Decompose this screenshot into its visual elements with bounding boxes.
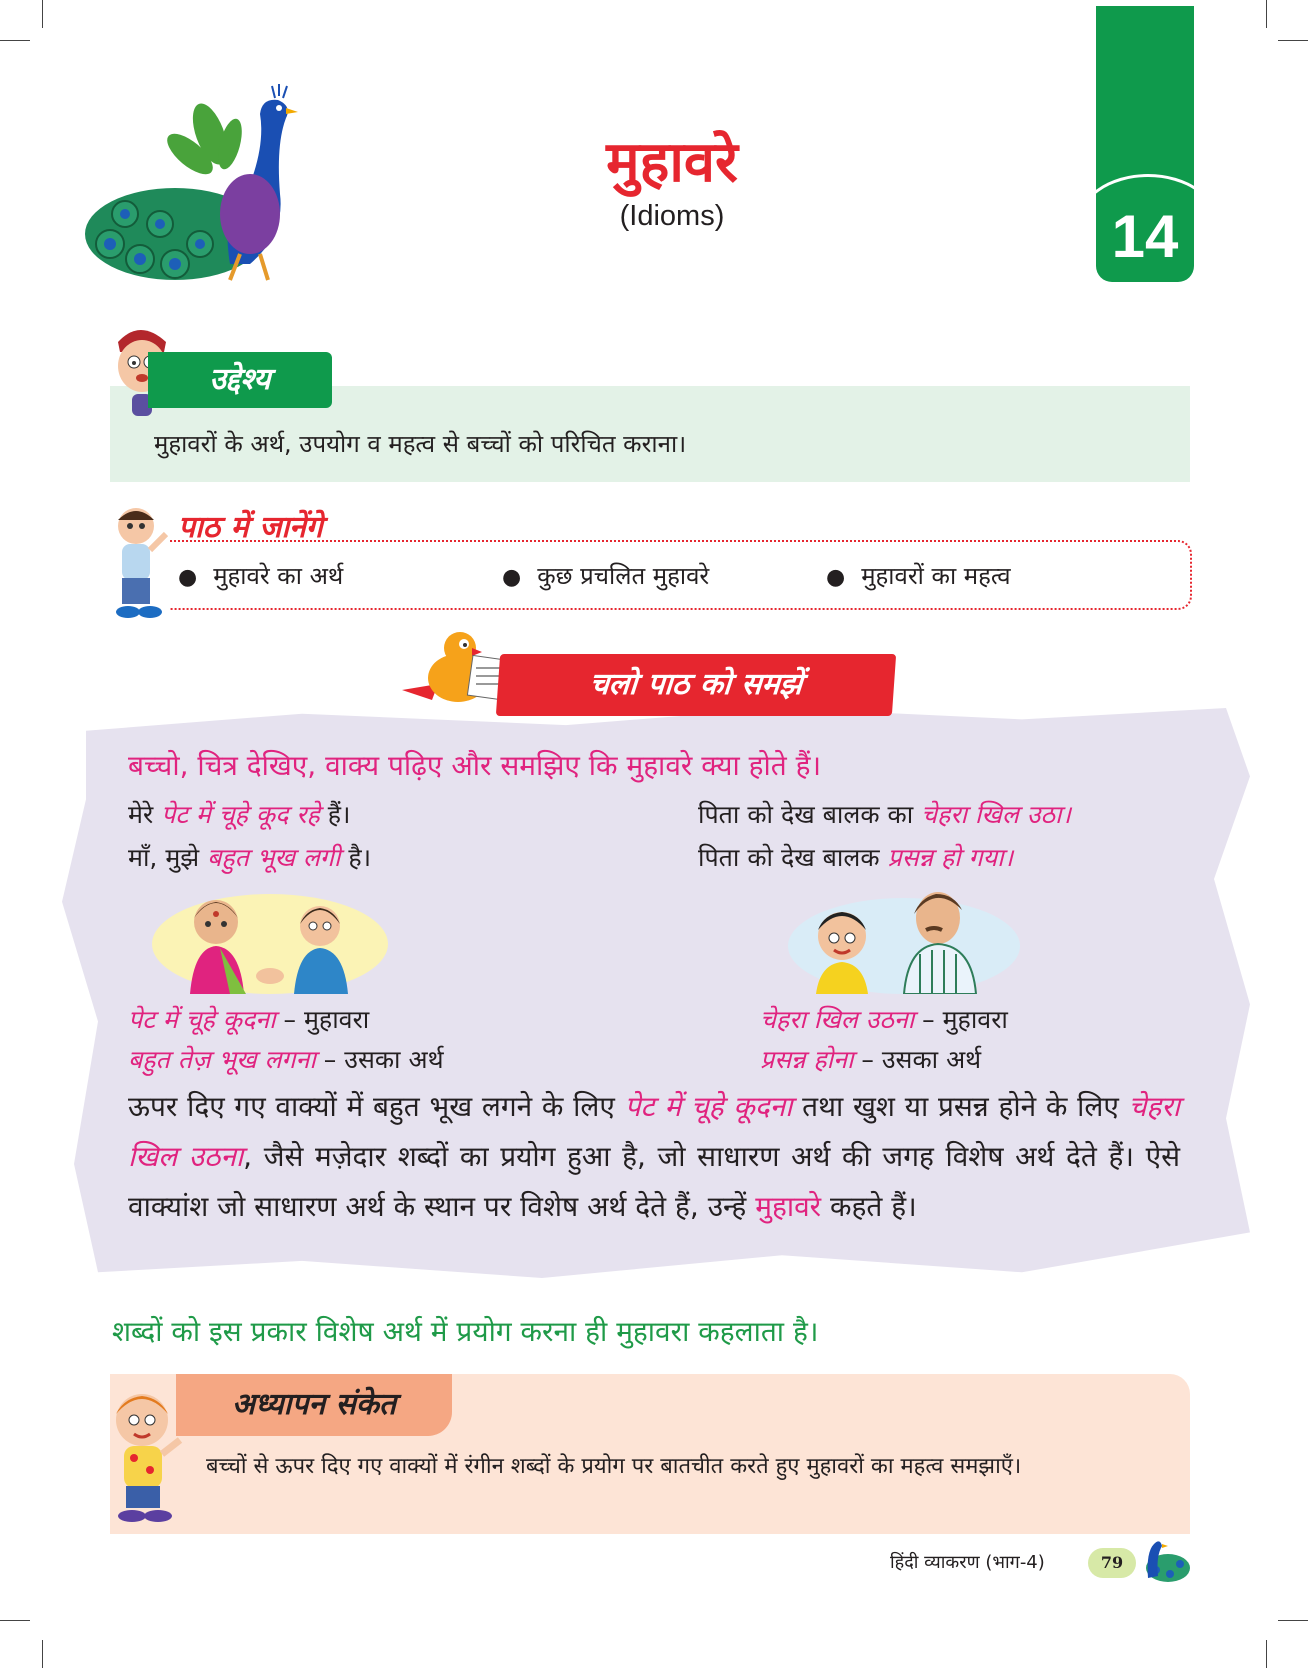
boy-pointing-icon xyxy=(110,504,168,620)
dash-separator: – xyxy=(914,1005,943,1034)
idiom-text: पेट में चूहे कूदना xyxy=(128,1005,276,1034)
teacher-note-heading: अध्यापन संकेत xyxy=(176,1374,452,1436)
crop-mark xyxy=(42,1640,43,1668)
crop-mark xyxy=(0,40,30,41)
learn-item-text: कुछ प्रचलित मुहावरे xyxy=(537,562,710,590)
lesson-banner: चलो पाठ को समझें xyxy=(496,654,896,716)
dash-separator: – xyxy=(853,1045,882,1074)
explanation-paragraph xyxy=(128,1082,1180,1232)
chapter-subtitle: (Idioms) xyxy=(619,200,725,232)
idiom-text: चेहरा खिल उठा। xyxy=(921,800,1071,829)
crop-mark xyxy=(42,0,43,28)
example-right-line1 xyxy=(698,795,1071,835)
caption-label: मुहावरा xyxy=(942,1005,1008,1034)
learn-item-text: मुहावरे का अर्थ xyxy=(213,562,344,590)
plain-text: हैं। xyxy=(327,800,351,829)
plain-text: पिता को देख बालक का xyxy=(698,800,914,829)
mother-son-illustration xyxy=(150,884,390,994)
crop-mark xyxy=(1278,40,1308,41)
idiom-caption-right-1 xyxy=(760,1000,1008,1040)
plain-text: मेरे xyxy=(128,800,154,829)
bullet-icon: ● xyxy=(826,565,846,590)
learn-item xyxy=(502,558,709,596)
bullet-icon: ● xyxy=(178,565,198,590)
peacock-small-icon xyxy=(1138,1532,1192,1586)
chapter-number: 14 xyxy=(1111,203,1179,270)
idiom-text: पेट में चूहे कूदना xyxy=(624,1090,793,1123)
father-son-illustration xyxy=(786,884,1022,994)
learn-item xyxy=(178,558,343,596)
footer-book-title: हिंदी व्याकरण (भाग-4) xyxy=(890,1552,1045,1573)
objective-text: मुहावरों के अर्थ, उपयोग व महत्व से बच्चों को परिचित कराना। xyxy=(154,430,687,458)
idiom-caption-left-1 xyxy=(128,1000,369,1040)
idiom-text: प्रसन्न हो गया। xyxy=(887,843,1014,872)
bullet-icon: ● xyxy=(502,565,522,590)
caption-label: उसका अर्थ xyxy=(881,1045,982,1074)
plain-text: तथा खुश या प्रसन्न होने के लिए xyxy=(802,1090,1119,1123)
idiom-text: प्रसन्न होना xyxy=(760,1045,854,1074)
objective-heading: उद्देश्य xyxy=(148,352,332,408)
caption-label: मुहावरा xyxy=(303,1005,370,1034)
dash-separator: – xyxy=(315,1045,345,1074)
plain-text: कहते हैं। xyxy=(830,1190,917,1223)
peacock-illustration xyxy=(80,84,320,284)
chapter-tab xyxy=(1096,6,1194,282)
crop-mark xyxy=(1266,1640,1267,1668)
plain-text: , जैसे मज़ेदार शब्दों का प्रयोग हुआ है, जो साधारण अर्थ की जगह विशेष अर्थ देते हैं। ऐसे वाक्यांश जो साधारण अर्थ के स्थान पर विशेष अर्थ देते हैं, उन्हें xyxy=(128,1140,1180,1223)
plain-text: पिता को देख बालक xyxy=(698,843,880,872)
chapter-title: मुहावरे xyxy=(606,130,738,195)
crop-mark xyxy=(0,1620,30,1621)
idiom-caption-right-2 xyxy=(760,1040,981,1080)
boy-waving-icon xyxy=(106,1384,186,1524)
dash-separator: – xyxy=(275,1005,304,1034)
caption-label: उसका अर्थ xyxy=(344,1045,444,1074)
learn-heading: पाठ में जानेंगे xyxy=(178,510,323,545)
idiom-text: बहुत तेज़ भूख लगना xyxy=(128,1045,316,1074)
idiom-text: चेहरा खिल उठना xyxy=(128,1090,1180,1173)
learn-item xyxy=(826,558,1011,596)
plain-text: माँ, मुझे xyxy=(128,843,200,872)
learn-item-text: मुहावरों का महत्व xyxy=(861,562,1011,590)
highlight-term: मुहावरे xyxy=(755,1190,822,1223)
idiom-definition: शब्दों को इस प्रकार विशेष अर्थ में प्रयोग करना ही मुहावरा कहलाता है। xyxy=(112,1315,819,1348)
plain-text: है। xyxy=(348,843,372,872)
example-right-line2 xyxy=(698,838,1013,878)
plain-text: ऊपर दिए गए वाक्यों में बहुत भूख लगने के लिए xyxy=(128,1090,615,1123)
idiom-caption-left-2 xyxy=(128,1040,444,1080)
idiom-text: चेहरा खिल उठना xyxy=(760,1005,915,1034)
idiom-text: बहुत भूख लगी xyxy=(207,843,341,872)
page-number: 79 xyxy=(1088,1548,1136,1578)
crop-mark xyxy=(1266,0,1267,28)
lesson-intro: बच्चो, चित्र देखिए, वाक्य पढ़िए और समझिए कि मुहावरे क्या होते हैं। xyxy=(128,749,822,782)
example-left-line2 xyxy=(128,838,371,878)
teacher-note-text: बच्चों से ऊपर दिए गए वाक्यों में रंगीन शब्दों के प्रयोग पर बातचीत करते हुए मुहावरों का महत्व समझाएँ। xyxy=(206,1454,1022,1479)
crop-mark xyxy=(1278,1620,1308,1621)
idiom-text: पेट में चूहे कूद रहे xyxy=(161,800,320,829)
example-left-line1 xyxy=(128,795,351,835)
